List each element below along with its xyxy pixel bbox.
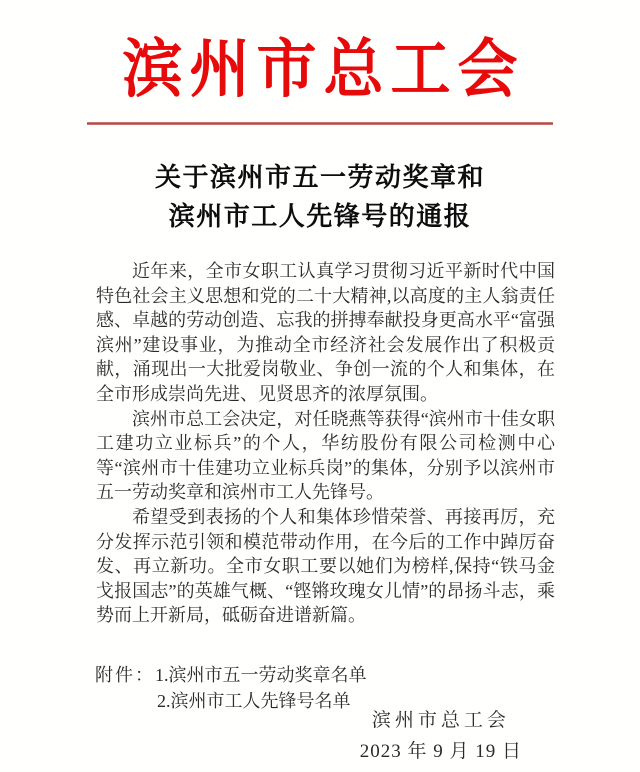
document-title <box>0 158 640 236</box>
letterhead-red-divider <box>87 122 553 125</box>
attachments-section <box>0 662 640 715</box>
document-title-line-1: 关于滨州市五一劳动奖章和 <box>154 163 485 192</box>
letterhead-org-name: 滨州市总工会 <box>122 34 525 105</box>
attachment-item-2: 2.滨州市工人先锋号名单 <box>157 691 351 712</box>
body-paragraph-3: 希望受到表扬的个人和集体珍惜荣誉、再接再厉，充分发挥示范引领和模范带动作用，在今后的工作中踔厉奋发、再立新功。全市女职工要以她们为榜样,保持“铁马金戈报国志”的英雄气概、“铿锵玫瑰女儿情”的昂扬斗志，乘势而上开新局，砥砺奋进谱新篇。 <box>96 506 555 626</box>
document-title-line-2: 滨州市工人先锋号的通报 <box>168 202 472 231</box>
attachment-item-1: 1.滨州市五一劳动奖章名单 <box>155 664 367 685</box>
body-paragraph-2: 滨州市总工会决定，对任晓燕等获得“滨州市十佳女职工建功立业标兵”的个人，华纺股份有限公司检测中心等“滨州市十佳建功立业标兵岗”的集体，分别予以滨州市五一劳动奖章和滨州市工人先锋号。 <box>96 408 555 503</box>
document-body <box>0 259 640 628</box>
signature-org-name: 滨州市总工会 <box>371 710 510 731</box>
signature-date: 2023 年 9 月 19 日 <box>359 741 522 762</box>
body-paragraph-1: 近年来，全市女职工认真学习贯彻习近平新时代中国特色社会主义思想和党的二十大精神,以高度的主人翁责任感、卓越的劳动创造、忘我的拼搏奉献投身更高水平“富强滨州”建设事业，为推动全市经济社会发展作出了积极贡献，涌现出一大批爱岗敬业、争创一流的个人和集体，在全市形成崇尚先进、见贤思齐的浓厚氛围。 <box>96 261 555 404</box>
attachments-label: 附件： <box>95 664 155 685</box>
attachment-line-1 <box>95 662 640 689</box>
signature-block <box>360 708 522 765</box>
